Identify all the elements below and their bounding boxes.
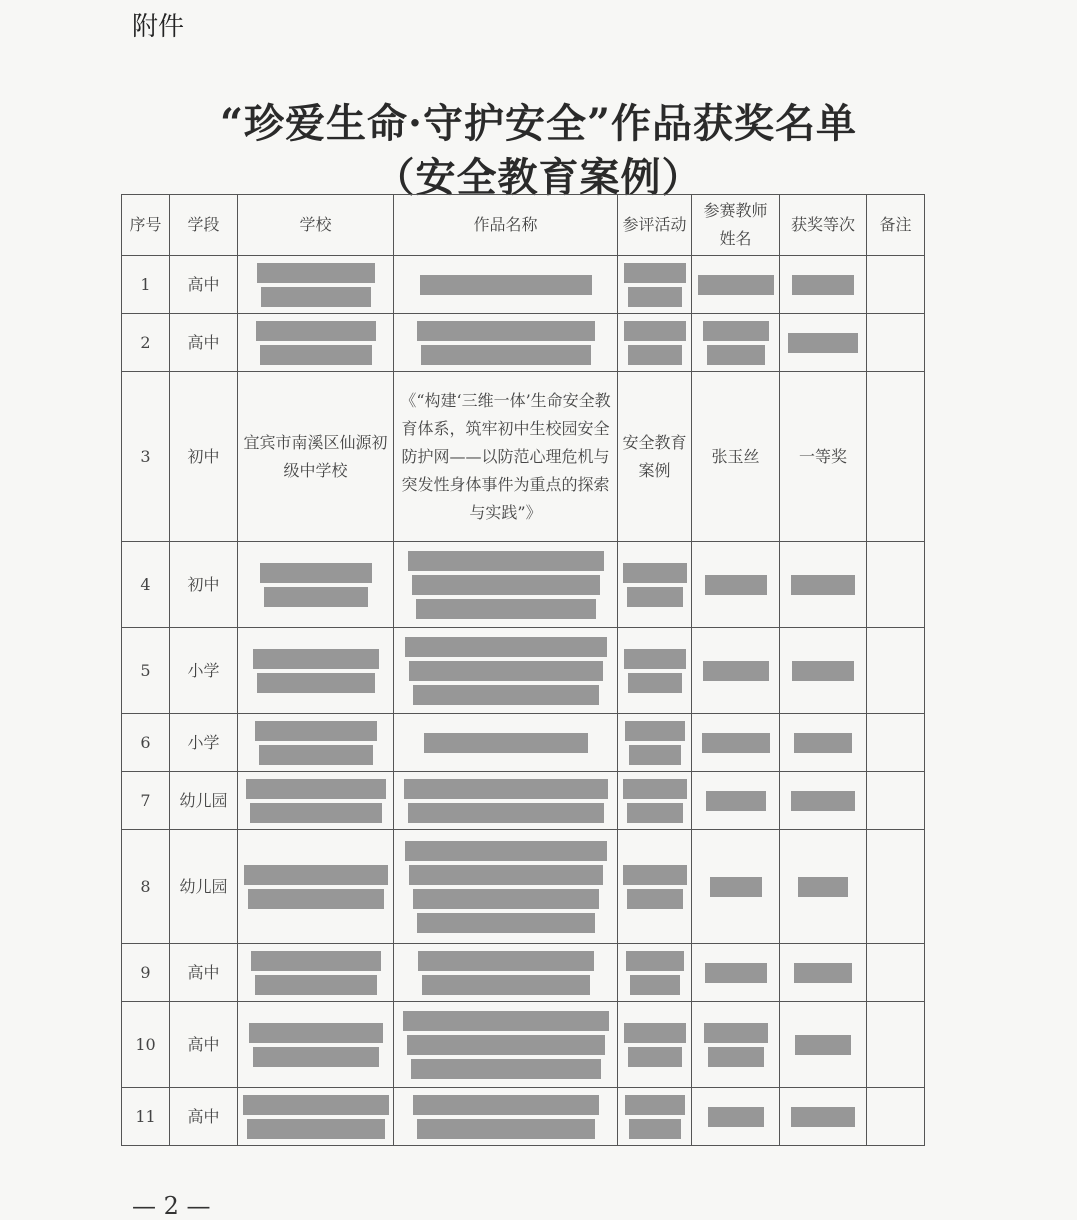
cell-no xyxy=(122,372,170,542)
cell-stage-text: 小学 xyxy=(187,660,220,680)
table-row xyxy=(122,628,925,714)
cell-stage xyxy=(170,542,238,628)
cell-note xyxy=(867,542,925,628)
cell-activity xyxy=(618,1002,692,1088)
cell-award xyxy=(780,1088,867,1146)
cell-note xyxy=(867,1002,925,1088)
column-header-teacher: 参赛教师姓名 xyxy=(692,195,780,256)
cell-school xyxy=(238,1088,394,1146)
cell-note xyxy=(867,1088,925,1146)
cell-no-text: 3 xyxy=(140,446,151,466)
redaction-bar xyxy=(260,563,372,583)
cell-teacher xyxy=(692,830,780,944)
table-row xyxy=(122,772,925,830)
cell-school xyxy=(238,830,394,944)
redaction-bar xyxy=(630,975,680,995)
cell-work xyxy=(394,372,618,542)
redaction-bar xyxy=(407,1035,605,1055)
cell-stage xyxy=(170,1088,238,1146)
cell-school xyxy=(238,714,394,772)
cell-no xyxy=(122,714,170,772)
cell-school xyxy=(238,256,394,314)
cell-no xyxy=(122,772,170,830)
table-body xyxy=(122,256,925,1146)
cell-teacher xyxy=(692,772,780,830)
redaction-bar xyxy=(421,345,591,365)
redaction-bar xyxy=(792,275,854,295)
redaction-bar xyxy=(255,721,377,741)
cell-work xyxy=(394,714,618,772)
cell-school xyxy=(238,542,394,628)
page-number: — 2 — xyxy=(132,1192,211,1220)
cell-no xyxy=(122,542,170,628)
cell-work xyxy=(394,256,618,314)
redaction-bar xyxy=(703,321,769,341)
cell-no-text: 7 xyxy=(140,790,151,810)
table-header-row xyxy=(122,195,925,256)
cell-note xyxy=(867,256,925,314)
cell-school xyxy=(238,772,394,830)
document-subtitle: （安全教育案例） xyxy=(374,154,703,201)
cell-stage-text: 初中 xyxy=(187,574,220,594)
cell-no xyxy=(122,256,170,314)
redaction-bar xyxy=(798,877,848,897)
cell-no xyxy=(122,628,170,714)
redaction-bar xyxy=(413,889,599,909)
cell-note xyxy=(867,628,925,714)
cell-no-text: 8 xyxy=(140,876,151,896)
cell-school xyxy=(238,314,394,372)
redaction-bar xyxy=(628,1047,682,1067)
redaction-bar xyxy=(628,345,682,365)
cell-award xyxy=(780,830,867,944)
column-header-work: 作品名称 xyxy=(394,195,618,256)
cell-teacher xyxy=(692,714,780,772)
cell-stage xyxy=(170,372,238,542)
redaction-bar xyxy=(249,1023,383,1043)
redaction-bar xyxy=(412,575,600,595)
redaction-bar xyxy=(707,345,765,365)
table-row xyxy=(122,944,925,1002)
redaction-bar xyxy=(424,733,588,753)
column-header-stage: 学段 xyxy=(170,195,238,256)
redaction-bar xyxy=(624,1023,686,1043)
cell-no-text: 5 xyxy=(140,660,151,680)
cell-stage xyxy=(170,314,238,372)
redaction-bar xyxy=(422,975,590,995)
cell-activity xyxy=(618,772,692,830)
redaction-bar xyxy=(702,733,770,753)
redaction-bar xyxy=(623,563,687,583)
redaction-bar xyxy=(705,963,767,983)
redaction-bar xyxy=(791,791,855,811)
cell-note xyxy=(867,830,925,944)
cell-no xyxy=(122,944,170,1002)
cell-stage xyxy=(170,1002,238,1088)
cell-teacher xyxy=(692,1002,780,1088)
cell-stage-text: 高中 xyxy=(187,1034,220,1054)
redaction-bar xyxy=(411,1059,601,1079)
redaction-bar xyxy=(625,721,685,741)
redaction-bar xyxy=(629,1119,681,1139)
redaction-bar xyxy=(409,661,603,681)
cell-teacher xyxy=(692,256,780,314)
table-row xyxy=(122,714,925,772)
cell-activity xyxy=(618,714,692,772)
cell-no-text: 9 xyxy=(140,962,151,982)
redaction-bar xyxy=(255,975,377,995)
redaction-bar xyxy=(261,287,371,307)
redaction-bar xyxy=(403,1011,609,1031)
cell-award xyxy=(780,372,867,542)
redaction-bar xyxy=(260,345,372,365)
table-row xyxy=(122,256,925,314)
redaction-bar xyxy=(627,889,683,909)
column-header-no: 序号 xyxy=(122,195,170,256)
cell-activity xyxy=(618,628,692,714)
cell-award-text: 一等奖 xyxy=(798,446,847,466)
redaction-bar xyxy=(794,963,852,983)
redaction-bar xyxy=(710,877,762,897)
cell-teacher xyxy=(692,944,780,1002)
redaction-bar xyxy=(417,1119,595,1139)
redaction-bar xyxy=(791,1107,855,1127)
redaction-bar xyxy=(627,587,683,607)
cell-work xyxy=(394,542,618,628)
redaction-bar xyxy=(792,661,854,681)
cell-stage-text: 高中 xyxy=(187,274,220,294)
redaction-bar xyxy=(259,745,373,765)
redaction-bar xyxy=(624,321,686,341)
table-row xyxy=(122,314,925,372)
cell-work xyxy=(394,944,618,1002)
redaction-bar xyxy=(256,321,376,341)
redaction-bar xyxy=(626,951,684,971)
redaction-bar xyxy=(417,321,595,341)
redaction-bar xyxy=(698,275,774,295)
redaction-bar xyxy=(416,599,596,619)
cell-award xyxy=(780,1002,867,1088)
redaction-bar xyxy=(625,1095,685,1115)
redaction-bar xyxy=(706,791,766,811)
cell-stage-text: 初中 xyxy=(187,446,220,466)
redaction-bar xyxy=(791,575,855,595)
table-row xyxy=(122,372,925,542)
cell-activity xyxy=(618,830,692,944)
column-header-school: 学校 xyxy=(238,195,394,256)
redaction-bar xyxy=(420,275,592,295)
redaction-bar xyxy=(794,733,852,753)
cell-no-text: 11 xyxy=(135,1106,156,1126)
cell-stage-text: 幼儿园 xyxy=(179,876,228,896)
redaction-bar xyxy=(408,551,604,571)
cell-teacher xyxy=(692,372,780,542)
cell-stage xyxy=(170,830,238,944)
cell-stage-text: 小学 xyxy=(187,732,220,752)
redaction-bar xyxy=(704,1023,768,1043)
cell-activity xyxy=(618,256,692,314)
column-header-award: 获奖等次 xyxy=(780,195,867,256)
cell-work xyxy=(394,830,618,944)
column-header-activity: 参评活动 xyxy=(618,195,692,256)
cell-no-text: 2 xyxy=(140,332,151,352)
cell-note xyxy=(867,772,925,830)
cell-school xyxy=(238,372,394,542)
redaction-bar xyxy=(624,649,686,669)
cell-teacher xyxy=(692,314,780,372)
cell-no-text: 4 xyxy=(140,574,151,594)
redaction-bar xyxy=(795,1035,851,1055)
cell-work xyxy=(394,1088,618,1146)
cell-activity-text: 安全教育案例 xyxy=(622,432,687,480)
cell-teacher xyxy=(692,1088,780,1146)
cell-award xyxy=(780,314,867,372)
cell-school xyxy=(238,1002,394,1088)
redaction-bar xyxy=(264,587,368,607)
cell-activity xyxy=(618,944,692,1002)
cell-stage xyxy=(170,772,238,830)
cell-teacher xyxy=(692,542,780,628)
cell-note xyxy=(867,372,925,542)
cell-work-text: 《“构建‘三维一体’生命安全教育体系，筑牢初中生校园安全防护网——以防范心理危机与突发性身体事件为重点的探索与实践”》 xyxy=(400,390,611,522)
cell-award xyxy=(780,714,867,772)
cell-activity xyxy=(618,1088,692,1146)
awards-table xyxy=(121,194,925,1146)
redaction-bar xyxy=(243,1095,389,1115)
redaction-bar xyxy=(408,803,604,823)
cell-activity xyxy=(618,372,692,542)
cell-award xyxy=(780,256,867,314)
cell-note xyxy=(867,314,925,372)
table-row xyxy=(122,830,925,944)
cell-award xyxy=(780,772,867,830)
cell-stage-text: 幼儿园 xyxy=(179,790,228,810)
cell-note xyxy=(867,714,925,772)
cell-activity xyxy=(618,314,692,372)
document-title: “珍爱生命·守护安全”作品获奖名单 xyxy=(220,100,857,147)
cell-stage xyxy=(170,714,238,772)
redaction-bar xyxy=(404,779,608,799)
redaction-bar xyxy=(253,649,379,669)
cell-no-text: 1 xyxy=(140,274,151,294)
cell-work xyxy=(394,314,618,372)
cell-work xyxy=(394,772,618,830)
redaction-bar xyxy=(627,803,683,823)
cell-no xyxy=(122,1002,170,1088)
redaction-bar xyxy=(244,865,388,885)
redaction-bar xyxy=(418,951,594,971)
redaction-bar xyxy=(253,1047,379,1067)
redaction-bar xyxy=(708,1047,764,1067)
redaction-bar xyxy=(629,745,681,765)
cell-school xyxy=(238,944,394,1002)
cell-no xyxy=(122,1088,170,1146)
redaction-bar xyxy=(250,803,382,823)
redaction-bar xyxy=(628,287,682,307)
cell-stage xyxy=(170,256,238,314)
cell-award xyxy=(780,628,867,714)
column-header-note: 备注 xyxy=(867,195,925,256)
redaction-bar xyxy=(708,1107,764,1127)
cell-activity xyxy=(618,542,692,628)
redaction-bar xyxy=(623,779,687,799)
cell-note xyxy=(867,944,925,1002)
cell-stage xyxy=(170,628,238,714)
cell-work xyxy=(394,1002,618,1088)
redaction-bar xyxy=(413,1095,599,1115)
redaction-bar xyxy=(246,779,386,799)
cell-stage-text: 高中 xyxy=(187,1106,220,1126)
cell-no xyxy=(122,314,170,372)
cell-school xyxy=(238,628,394,714)
table-row xyxy=(122,1002,925,1088)
redaction-bar xyxy=(624,263,686,283)
cell-no-text: 6 xyxy=(140,732,151,752)
redaction-bar xyxy=(628,673,682,693)
cell-school-text: 宜宾市南溪区仙源初级中学校 xyxy=(243,432,388,480)
cell-award xyxy=(780,542,867,628)
redaction-bar xyxy=(623,865,687,885)
cell-work xyxy=(394,628,618,714)
cell-stage-text: 高中 xyxy=(187,332,220,352)
redaction-bar xyxy=(251,951,381,971)
cell-stage-text: 高中 xyxy=(187,962,220,982)
attachment-label: 附件 xyxy=(132,12,185,42)
redaction-bar xyxy=(405,637,607,657)
table-row xyxy=(122,542,925,628)
redaction-bar xyxy=(413,685,599,705)
redaction-bar xyxy=(257,673,375,693)
cell-award xyxy=(780,944,867,1002)
cell-no-text: 10 xyxy=(135,1034,156,1054)
redaction-bar xyxy=(247,1119,385,1139)
cell-teacher-text: 张玉丝 xyxy=(711,446,760,466)
redaction-bar xyxy=(788,333,858,353)
redaction-bar xyxy=(703,661,769,681)
redaction-bar xyxy=(248,889,384,909)
table-row xyxy=(122,1088,925,1146)
redaction-bar xyxy=(409,865,603,885)
redaction-bar xyxy=(405,841,607,861)
cell-stage xyxy=(170,944,238,1002)
redaction-bar xyxy=(417,913,595,933)
cell-teacher xyxy=(692,628,780,714)
cell-no xyxy=(122,830,170,944)
redaction-bar xyxy=(705,575,767,595)
redaction-bar xyxy=(257,263,375,283)
